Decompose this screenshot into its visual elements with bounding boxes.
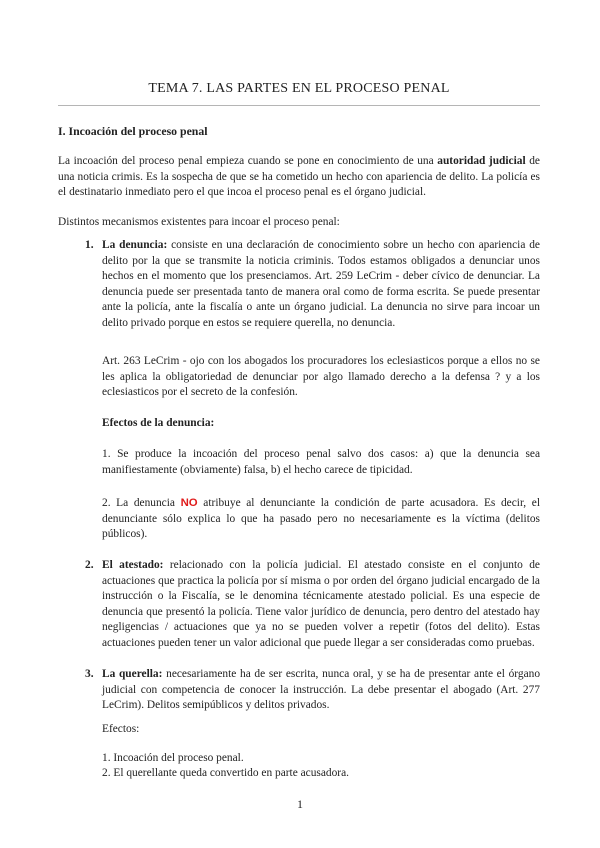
intro-bold-term: autoridad judicial	[437, 155, 526, 167]
list-item-label: El atestado:	[102, 559, 164, 571]
mechanisms-intro: Distintos mecanismos existentes para incoar el proceso penal:	[58, 216, 340, 228]
list-item-atestado	[85, 558, 540, 652]
querella-effect-1: 1. Incoación del proceso penal.	[102, 752, 244, 764]
denuncia-effects-heading: Efectos de la denuncia:	[102, 417, 215, 429]
list-item-querella	[85, 667, 541, 714]
intro-text-start: La incoación del proceso penal empieza cuando se pone en conocimiento de una	[58, 155, 438, 167]
list-item-denuncia	[85, 238, 540, 332]
page-number: 1	[297, 797, 303, 811]
list-item-text: consiste en una declaración de conocimiento sobre un hecho con apariencia de delito por la que se transmite la noticia criminis. Todos estamos obligados a denunciar unos hechos en el momento que los presenciamos. Art. 259 LeCrim - deber cívico de denunciar. La denuncia puede ser presentada tanto de manera oral como de forma escrita. Se puede presentar ante la policía, ante la fiscalía o ante un órgano judicial. La denuncia no sirve para incoar un delito privado porque en estos se requiere querella, no denuncia.	[102, 239, 540, 329]
denuncia-effect-1: 1. Se produce la incoación del proceso penal salvo dos casos: a) que la denuncia sea manifiestamente (obviamente) falsa, b) el hecho carece de tipicidad.	[102, 448, 540, 476]
list-item-number: 1.	[85, 239, 94, 251]
list-item-text: relacionado con la policía judicial. El atestado consiste en el conjunto de actuaciones que practica la policía por sí misma o por orden del órgano judicial encargado de la instrucción o la Fiscalía, se le denomina técnicamente atestado policial. Es una especie de denuncia que presentó la policía. Tiene valor jurídico de denuncia, pero dentro del atestado hay negligencias / actuaciones que ya no se pueden volver a repetir (fotos del delito). Estas actuaciones pueden tener un valor adicional que puede llegar a ser consideradas como pruebas.	[102, 559, 540, 649]
intro-text-end: de una noticia crimis. Es la sospecha de que se ha cometido un hecho con apariencia de delito. La policía es el destinatario inmediato pero el que incoa el proceso penal es el órgano judicial.	[58, 155, 540, 199]
denuncia-effect-2	[102, 496, 540, 543]
denuncia-note: Art. 263 LeCrim - ojo con los abogados los procuradores los eclesiasticos porque a ellos no se les aplica la obligatoriedad de denunciar por algo llamado derecho a la defensa ? y a los eclesiasticos por el secreto de la confesión.	[102, 355, 540, 399]
querella-effect-2: 2. El querellante queda convertido en parte acusadora.	[102, 767, 350, 779]
effect-2-emphasis: NO	[180, 497, 198, 509]
list-item-number: 2.	[85, 559, 94, 571]
title-divider	[58, 105, 540, 106]
effect-2-text-start: 2. La denuncia	[102, 497, 181, 509]
querella-effects-heading: Efectos:	[102, 723, 140, 735]
section-heading: I. Incoación del proceso penal	[58, 124, 208, 138]
list-item-label: La querella:	[102, 668, 163, 680]
list-item-number: 3.	[85, 668, 94, 680]
page-title: TEMA 7. LAS PARTES EN EL PROCESO PENAL	[148, 81, 450, 96]
list-item-text: necesariamente ha de ser escrita, nunca oral, y se ha de presentar ante el órgano judicial con competencia de conocer la instrucción. La debe presentar el abogado (Art. 277 LeCrim). Delitos semipúblicos y delitos privados.	[102, 668, 541, 712]
list-item-label: La denuncia:	[102, 239, 168, 251]
intro-paragraph	[58, 154, 540, 201]
effect-2-text-end: atribuye al denunciante la condición de parte acusadora. Es decir, el denunciante sólo explica lo que ha pasado pero no necesariamente es la víctima (delitos públicos).	[102, 497, 540, 541]
